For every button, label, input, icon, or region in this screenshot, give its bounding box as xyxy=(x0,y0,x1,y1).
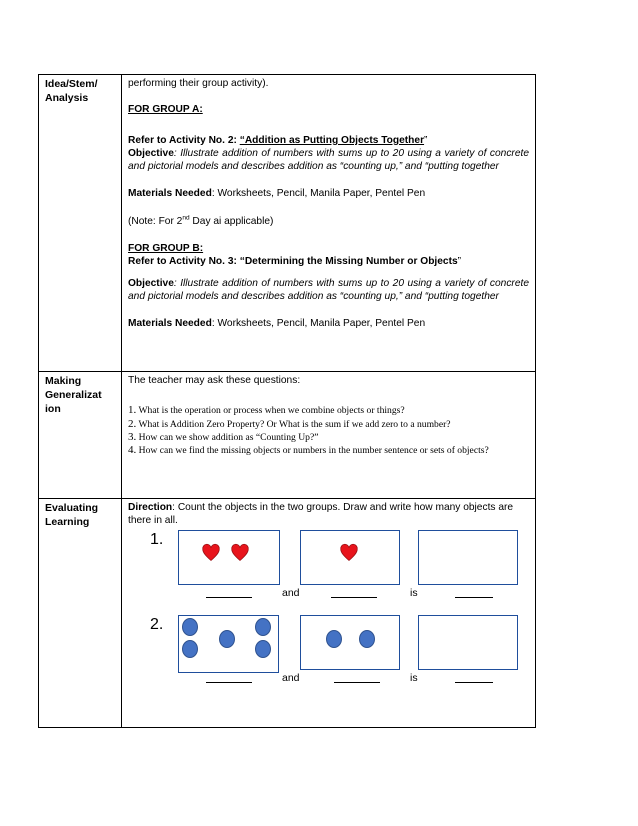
generalization-intro: The teacher may ask these questions: xyxy=(128,375,301,386)
circle-icon xyxy=(182,640,198,658)
group-a-activity-prefix: Refer to Activity No. 2 xyxy=(128,134,234,146)
group-a-objective xyxy=(128,147,529,174)
group-b-activity-title: Determining the Missing Number or Objects xyxy=(244,256,458,268)
group-b-materials-label: Materials Needed xyxy=(128,318,212,330)
answer-blank xyxy=(334,682,380,683)
group-a-objective-text: : Illustrate addition of numbers with sums up to 20 using a variety of concrete and pictorial models and describes addition as “counting up,” and “putting together xyxy=(128,147,529,173)
answer-blank xyxy=(455,597,493,598)
direction-text: : Count the objects in the two groups. Draw and write how many objects are there in all. xyxy=(128,502,514,527)
answer-blank xyxy=(206,682,252,683)
and-word: and xyxy=(282,671,300,684)
group-a-heading: FOR GROUP A: xyxy=(128,104,203,116)
circle-icon xyxy=(359,630,375,648)
direction-label: Direction xyxy=(128,502,173,513)
question-number: 2. xyxy=(128,417,137,430)
group-b-objective-label: Objective xyxy=(128,277,174,289)
analysis-row xyxy=(39,75,536,372)
heart-icon xyxy=(340,543,358,563)
group-a-note xyxy=(128,215,529,228)
and-word: and xyxy=(282,586,300,599)
circle-icon xyxy=(326,630,342,648)
group-b-objective-text: : Illustrate addition of numbers with sums up to 20 using a variety of concrete and pictorial models and describes addition as “counting up,” and “putting together xyxy=(128,277,529,302)
analysis-intro: performing their group activity). xyxy=(128,78,269,89)
answer-blank xyxy=(331,597,377,598)
evaluation-direction xyxy=(128,501,529,528)
question-number: 4. xyxy=(128,444,137,457)
exercise-1-left-box xyxy=(178,530,280,585)
analysis-label: Idea/Stem/ Analysis xyxy=(39,75,122,372)
question-item xyxy=(128,431,529,444)
group-a-objective-label: Objective xyxy=(128,147,174,159)
generalization-content xyxy=(122,372,536,499)
circle-icon xyxy=(255,618,271,636)
lesson-table xyxy=(38,74,536,728)
exercise-number: 2. xyxy=(150,615,164,633)
heart-icon xyxy=(202,543,220,563)
group-b-heading: FOR GROUP B: xyxy=(128,243,204,255)
group-b-activity-sep: : “ xyxy=(233,256,245,268)
question-text: What is Addition Zero Property? Or What is the sum if we add zero to a number? xyxy=(136,418,451,430)
answer-blank xyxy=(455,682,493,683)
generalization-row xyxy=(39,372,536,499)
question-number: 3. xyxy=(128,430,137,443)
generalization-label: Making Generalizat ion xyxy=(39,372,122,499)
group-b-activity xyxy=(128,255,529,268)
heart-icon xyxy=(231,543,249,563)
group-a-activity-end: ” xyxy=(424,134,428,146)
question-text: How can we find the missing objects or numbers in the number sentence or sets of objects? xyxy=(136,445,489,457)
exercise-2-left-box xyxy=(178,615,279,673)
note-after: Day ai applicable) xyxy=(189,215,274,227)
group-a-materials-text: : Worksheets, Pencil, Manila Paper, Pentel Pen xyxy=(211,188,426,200)
group-b-materials-text: : Worksheets, Pencil, Manila Paper, Pentel Pen xyxy=(211,318,426,330)
is-word: is xyxy=(410,586,418,599)
question-text: How can we show addition as “Counting Up?” xyxy=(136,431,319,443)
evaluation-label: Evaluating Learning xyxy=(39,499,122,728)
question-list xyxy=(128,404,529,457)
note-sup: nd xyxy=(182,214,190,222)
question-item xyxy=(128,418,529,431)
group-b-activity-end: ” xyxy=(457,256,462,268)
circle-icon xyxy=(182,618,198,636)
evaluation-content xyxy=(122,499,536,728)
answer-blank xyxy=(206,597,252,598)
question-number: 1. xyxy=(128,404,137,417)
group-b-objective xyxy=(128,277,529,304)
analysis-content xyxy=(122,75,536,372)
exercise-number: 1. xyxy=(150,530,164,548)
circle-icon xyxy=(255,640,271,658)
evaluation-row xyxy=(39,499,536,728)
exercise-2-right-box xyxy=(300,615,400,670)
evaluation-exercises xyxy=(128,528,529,722)
exercise-1-answer-box xyxy=(418,530,518,585)
note-before: (Note: For 2 xyxy=(128,215,183,227)
group-a-activity-title: “Addition as Putting Objects Together xyxy=(239,134,425,146)
question-text: What is the operation or process when we combine objects or things? xyxy=(136,405,405,417)
group-b-materials xyxy=(128,317,529,330)
group-a-activity xyxy=(128,134,529,147)
group-a-activity-sep: : xyxy=(233,134,240,146)
question-item xyxy=(128,444,529,457)
group-a-materials-label: Materials Needed xyxy=(128,188,212,200)
exercise-2-answer-box xyxy=(418,615,518,670)
circle-icon xyxy=(219,630,235,648)
is-word: is xyxy=(410,671,418,684)
question-item xyxy=(128,404,529,417)
group-a-materials xyxy=(128,187,529,200)
exercise-1-right-box xyxy=(300,530,400,585)
group-b-activity-prefix: Refer to Activity No. 3 xyxy=(128,256,234,268)
